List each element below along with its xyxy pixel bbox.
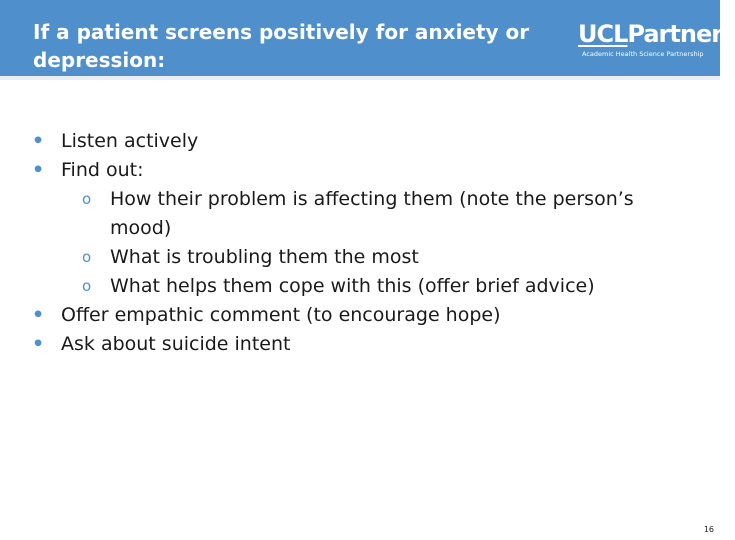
circle-bullet-icon: o: [82, 190, 92, 208]
circle-bullet-icon: o: [82, 248, 92, 266]
uclpartners-logo: [578, 20, 735, 64]
circle-bullet-icon: o: [82, 277, 92, 295]
slide-title: If a patient screens positively for anxiety or depression:: [33, 20, 530, 72]
slide-header: [0, 0, 735, 80]
sub-list-item: o What is troubling them the most: [32, 243, 692, 272]
list-item: • Offer empathic comment (to encourage hope): [32, 301, 692, 330]
sub-list-item: o How their problem is affecting them (note the person’s mood): [32, 185, 692, 243]
bullet-icon: •: [32, 304, 45, 326]
bullet-icon: •: [32, 333, 45, 355]
logo-subtitle: Academic Health Science Partnership: [582, 50, 704, 58]
list-item: • Ask about suicide intent: [32, 330, 692, 359]
bullet-icon: •: [32, 159, 45, 181]
logo-wordmark: UCLPartners: [578, 20, 735, 48]
bullet-icon: •: [32, 130, 45, 152]
page-number: 16: [703, 525, 714, 534]
bullet-list: [32, 127, 692, 359]
sub-list-item: o What helps them cope with this (offer brief advice): [32, 272, 692, 301]
list-item: • Find out:: [32, 156, 692, 185]
list-item: • Listen actively: [32, 127, 692, 156]
